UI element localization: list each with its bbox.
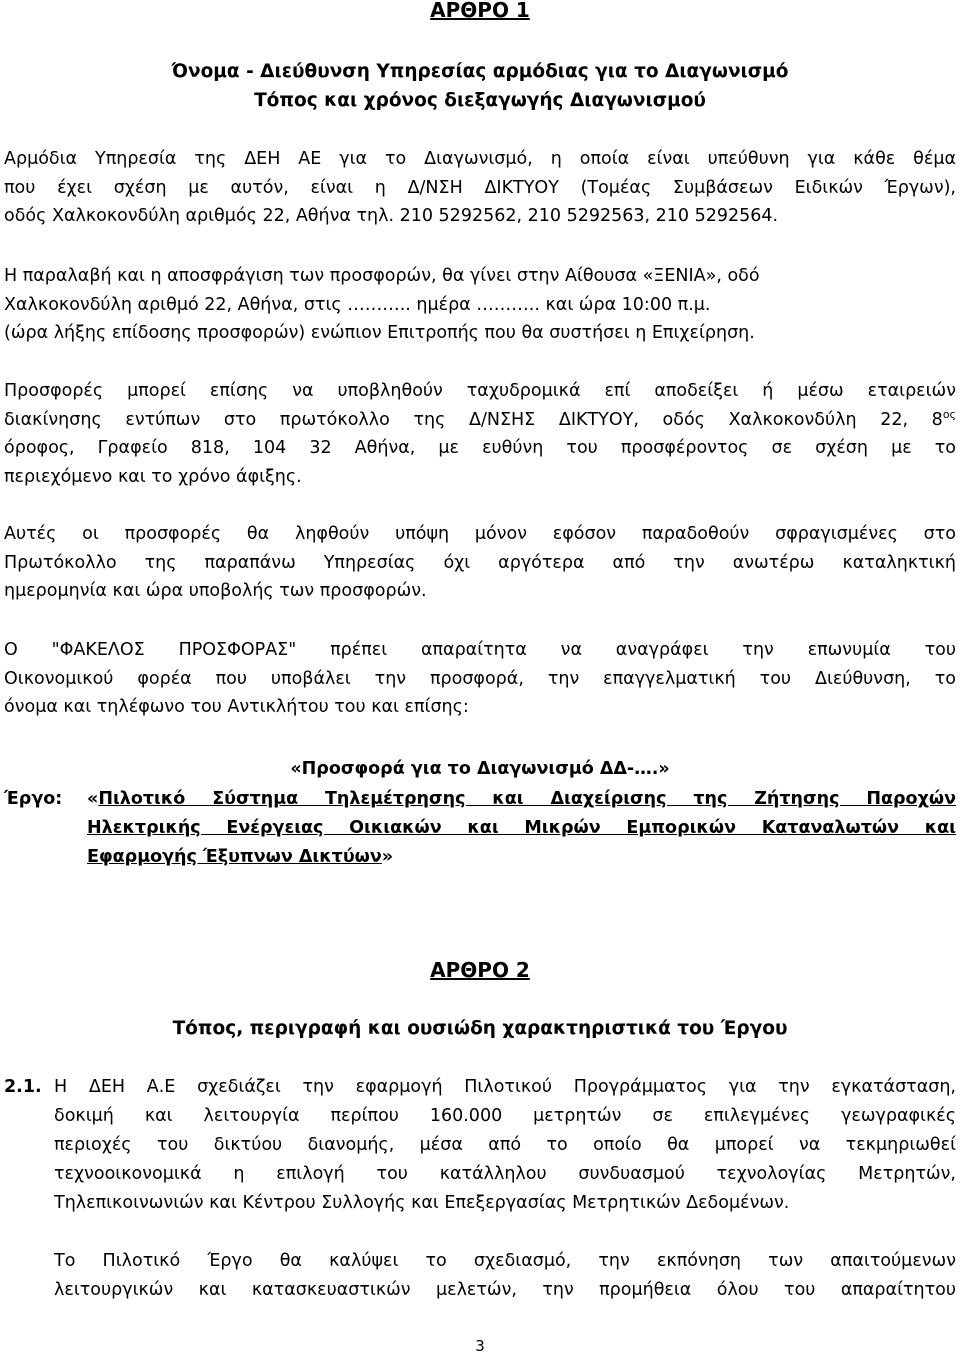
project-open-quote: « [87,789,99,809]
text-line: Προσφορές μπορεί επίσης να υποβληθούν ταχυδρομικά επί αποδείξει ή μέσω εταιρειών [4,381,956,401]
text-line-main: διακίνησης εντύπων στο πρωτόκολλο της Δ/ΝΣΗΣ ΔΙΚΤΥΟΥ, οδός Χαλκοκονδύλη 22, 8 [4,409,943,430]
article1-subtitle-line2: Τόπος και χρόνος διεξαγωγής Διαγωνισμού [254,90,706,111]
text-line: περιεχόμενο και το χρόνο άφιξης. [4,466,302,487]
text-line: που έχει σχέση με αυτόν, είναι η Δ/ΝΣΗ ΔΙΚΤΥΟΥ (Τομέας Συμβάσεων Ειδικών Έργων), [4,177,956,198]
project-label: Έργο: [4,789,63,809]
item-number: 2.1. [4,1077,42,1097]
project-title-line3: Εφαρμογής Έξυπνων Δικτύων [87,847,382,867]
text-line: περιοχές του δικτύου διανομής, μέσα από το οποίο θα μπορεί να τεκμηριωθεί [54,1135,956,1155]
page-number: 3 [475,1337,485,1355]
text-line: Χαλκοκονδύλη αριθμό 22, Αθήνα, στις ……….. ημέρα ……….. και ώρα 10:00 π.μ. [4,294,711,315]
text-line: Η παραλαβή και η αποσφράγιση των προσφορών, θα γίνει στην Αίθουσα «ΞΕΝΙΑ», οδό [4,266,760,286]
offer-envelope-label: «Προσφορά για το Διαγωνισμό ΔΔ-….» [290,759,670,779]
item-2-1-text [54,1073,956,1218]
article2-paragraph-2 [54,1247,956,1305]
article1-paragraph-5 [4,636,956,722]
article1-paragraph-4 [4,520,956,606]
article1-subtitle-line1: Όνομα - Διεύθυνση Υπηρεσίας αρμόδιας για το Διαγωνισμό [171,61,789,82]
text-line: Το Πιλοτικό Έργο θα καλύψει το σχεδιασμό, την εκπόνηση των απαιτούμενων [54,1251,956,1271]
article2-subtitle: Τόπος, περιγραφή και ουσιώδη χαρακτηριστικά του Έργου [172,1018,788,1039]
text-line: Πρωτόκολλο της παραπάνω Υπηρεσίας όχι αργότερα από την ανωτέρω καταληκτική [4,552,956,573]
text-line: Αυτές οι προσφορές θα ληφθούν υπόψη μόνον εφόσον παραδοθούν σφραγισμένες στο [4,524,956,544]
project-title-line2: Ηλεκτρικής Ενέργειας Οικιακών και Μικρών Εμπορικών Καταναλωτών και [87,818,956,838]
article1-heading: ΑΡΘΡΟ 1 [430,0,530,22]
article1-paragraph-2 [4,262,956,348]
project-title [87,785,956,872]
article1-paragraph-3 [4,377,956,491]
text-line: Η ΔΕΗ Α.Ε σχεδιάζει την εφαρμογή Πιλοτικού Προγράμματος για την εγκατάσταση, [54,1077,956,1097]
text-line: Ο "ΦΑΚΕΛΟΣ ΠΡΟΣΦΟΡΑΣ" πρέπει απαραίτητα να αναγράφει την επωνυμία του [4,640,956,660]
project-close-quote: » [381,847,394,867]
ordinal-superscript: ος [942,407,956,421]
text-line: οδός Χαλκοκονδύλη αριθμός 22, Αθήνα τηλ. 210 5292562, 210 5292563, 210 5292564. [4,206,779,226]
text-line: όροφος, Γραφείο 818, 104 32 Αθήνα, με ευθύνη του προσφέροντος σε σχέση με το [4,438,956,458]
text-line: Τηλεπικοινωνιών και Κέντρου Συλλογής και Επεξεργασίας Μετρητικών Δεδομένων. [54,1193,790,1213]
text-line: τεχνοοικονομικά η επιλογή του κατάλληλου συνδυασμού τεχνολογίας Μετρητών, [54,1164,956,1184]
text-line: ημερομηνία και ώρα υποβολής των προσφορών. [4,581,427,601]
text-line: όνομα και τηλέφωνο του Αντικλήτου του και επίσης: [4,697,469,717]
text-line: λειτουργικών και κατασκευαστικών μελετών, την προμήθεια όλου του απαραίτητου [54,1280,956,1300]
text-line: Αρμόδια Υπηρεσία της ΔΕΗ ΑΕ για το Διαγωνισμό, η οποία είναι υπεύθυνη για κάθε θέμα [4,149,956,169]
article2-heading: ΑΡΘΡΟ 2 [430,958,530,982]
article1-paragraph-1 [4,145,956,231]
text-line: (ώρα λήξης επίδοσης προσφορών) ενώπιον Επιτροπής που θα συστήσει η Επιχείρηση. [4,323,755,343]
text-line: δοκιμή και λειτουργία περίπου 160.000 μετρητών σε επιλεγμένες γεωγραφικές [54,1106,956,1126]
text-line [4,406,956,435]
project-title-line1: Πιλοτικό Σύστημα Τηλεμέτρησης και Διαχείρισης της Ζήτησης Παροχών [98,789,956,809]
text-line: Οικονομικού φορέα που υποβάλει την προσφορά, την επαγγελματική του Διεύθυνση, το [4,668,956,689]
